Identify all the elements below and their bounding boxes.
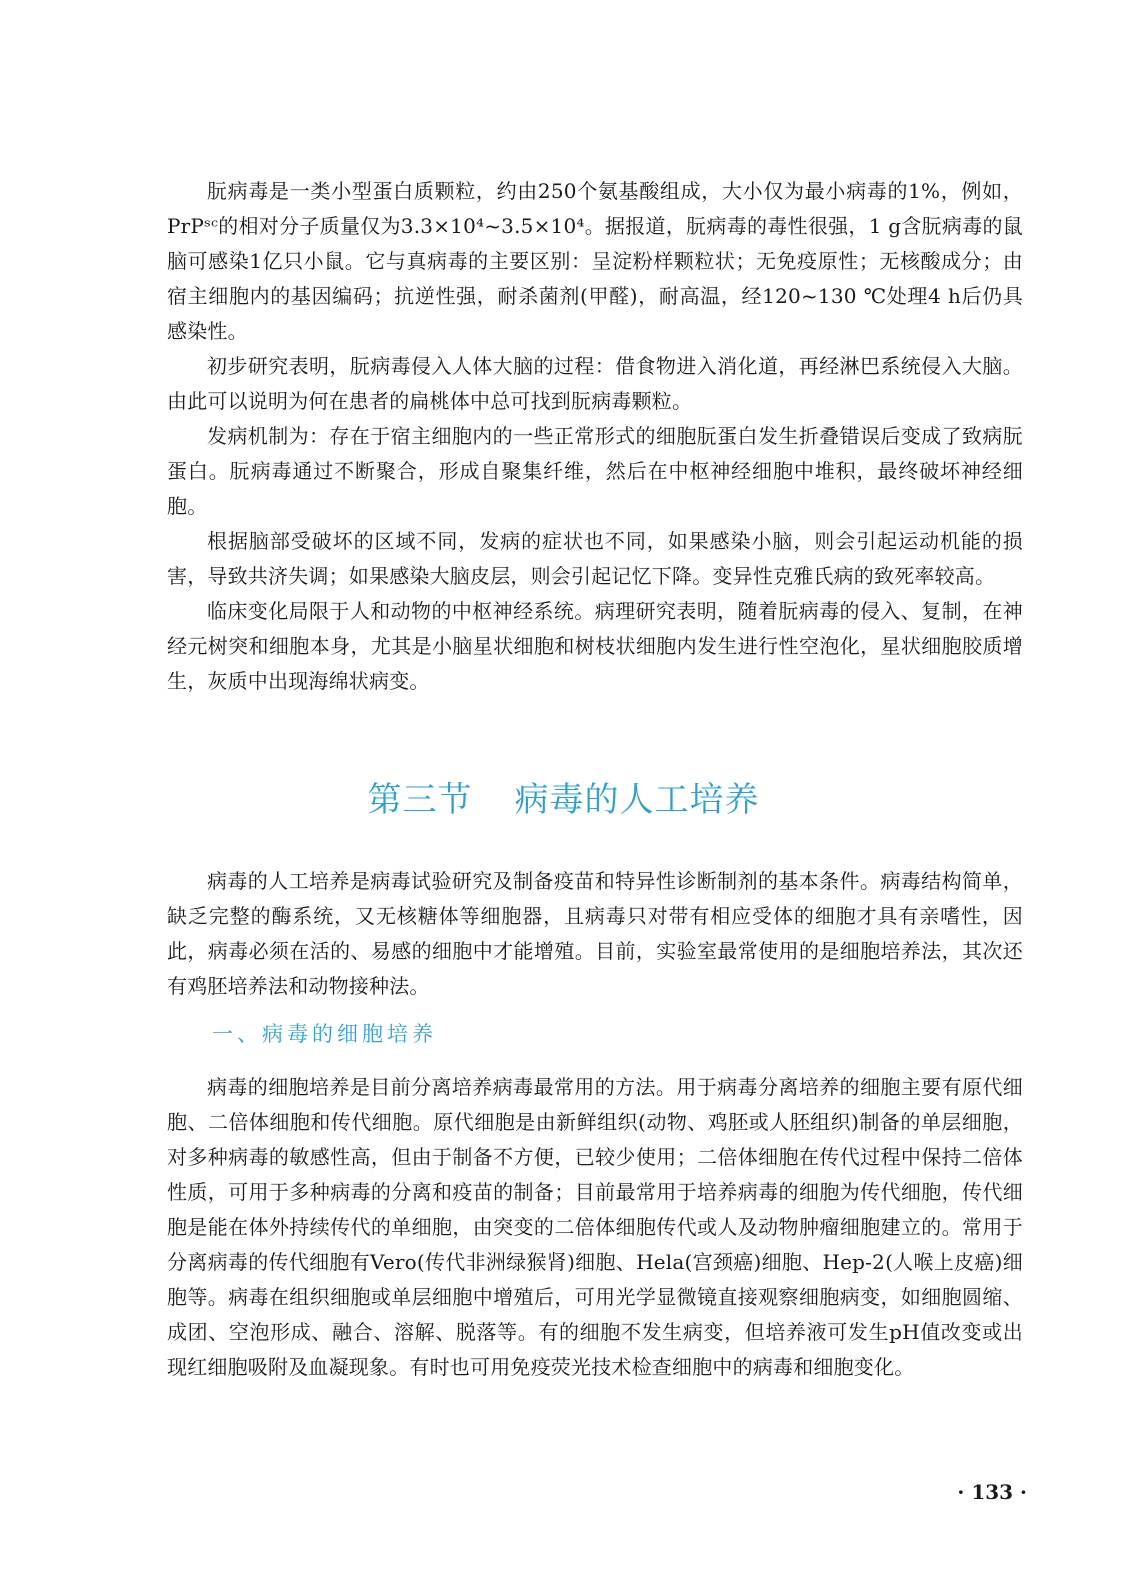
section-intro-block: [167, 864, 1023, 1004]
paragraph-prion-invasion: 初步研究表明，朊病毒侵入人体大脑的过程：借食物进入消化道，再经淋巴系统侵入大脑。由此可以说明为何在患者的扁桃体中总可找到朊病毒颗粒。: [167, 354, 1023, 413]
paragraph-pathogenesis: 发病机制为：存在于宿主细胞内的一些正常形式的细胞朊蛋白发生折叠错误后变成了致病朊蛋白。朊病毒通过不断聚合，形成自聚集纤维，然后在中枢神经细胞中堆积，最终破坏神经细胞。: [167, 424, 1023, 518]
subsection-text-block: [167, 1070, 1023, 1385]
paragraph-clinical-changes: 临床变化局限于人和动物的中枢神经系统。病理研究表明，随着朊病毒的侵入、复制，在神经元树突和细胞本身，尤其是小脑星状细胞和树枝状细胞内发生进行性空泡化，星状细胞胶质增生，灰质中出现海绵状病变。: [167, 599, 1023, 693]
paragraph-prion-overview: 朊病毒是一类小型蛋白质颗粒，约由250个氨基酸组成，大小仅为最小病毒的1%，例如，PrPˢᶜ的相对分子质量仅为3.3×10⁴~3.5×10⁴。据报道，朊病毒的毒性很强，1 g含朊病毒的鼠脑可感染1亿只小鼠。它与真病毒的主要区别：呈淀粉样颗粒状；无免疫原性；无核酸成分；由宿主细胞内的基因编码；抗逆性强，耐杀菌剂(甲醛)，耐高温，经120~130 ℃处理4 h后仍具感染性。: [167, 179, 1023, 343]
section-number: 第三节: [367, 780, 473, 820]
section-title: [0, 772, 1127, 821]
subsection-heading: 一、病毒的细胞培养: [212, 1022, 437, 1046]
prion-text-block: [167, 174, 1023, 699]
section-heading: 病毒的人工培养: [514, 780, 760, 820]
paragraph-section-intro: 病毒的人工培养是病毒试验研究及制备疫苗和特异性诊断制剂的基本条件。病毒结构简单，缺乏完整的酶系统，又无核糖体等细胞器，且病毒只对带有相应受体的细胞才具有亲嗜性，因此，病毒必须在活的、易感的细胞中才能增殖。目前，实验室最常使用的是细胞培养法，其次还有鸡胚培养法和动物接种法。: [167, 869, 1023, 998]
page-number: · 133 ·: [957, 1480, 1027, 1504]
paragraph-cell-culture: 病毒的细胞培养是目前分离培养病毒最常用的方法。用于病毒分离培养的细胞主要有原代细胞、二倍体细胞和传代细胞。原代细胞是由新鲜组织(动物、鸡胚或人胚组织)制备的单层细胞，对多种病毒的敏感性高，但由于制备不方便，已较少使用；二倍体细胞在传代过程中保持二倍体性质，可用于多种病毒的分离和疫苗的制备；目前最常用于培养病毒的细胞为传代细胞，传代细胞是能在体外持续传代的单细胞，由突变的二倍体细胞传代或人及动物肿瘤细胞建立的。常用于分离病毒的传代细胞有Vero(传代非洲绿猴肾)细胞、Hela(宫颈癌)细胞、Hep-2(人喉上皮癌)细胞等。病毒在组织细胞或单层细胞中增殖后，可用光学显微镜直接观察细胞病变，如细胞圆缩、成团、空泡形成、融合、溶解、脱落等。有的细胞不发生病变，但培养液可发生pH值改变或出现红细胞吸附及血凝现象。有时也可用免疫荧光技术检查细胞中的病毒和细胞变化。: [167, 1075, 1023, 1379]
paragraph-symptoms: 根据脑部受破坏的区域不同，发病的症状也不同，如果感染小脑，则会引起运动机能的损害，导致共济失调；如果感染大脑皮层，则会引起记忆下降。变异性克雅氏病的致死率较高。: [167, 529, 1023, 588]
